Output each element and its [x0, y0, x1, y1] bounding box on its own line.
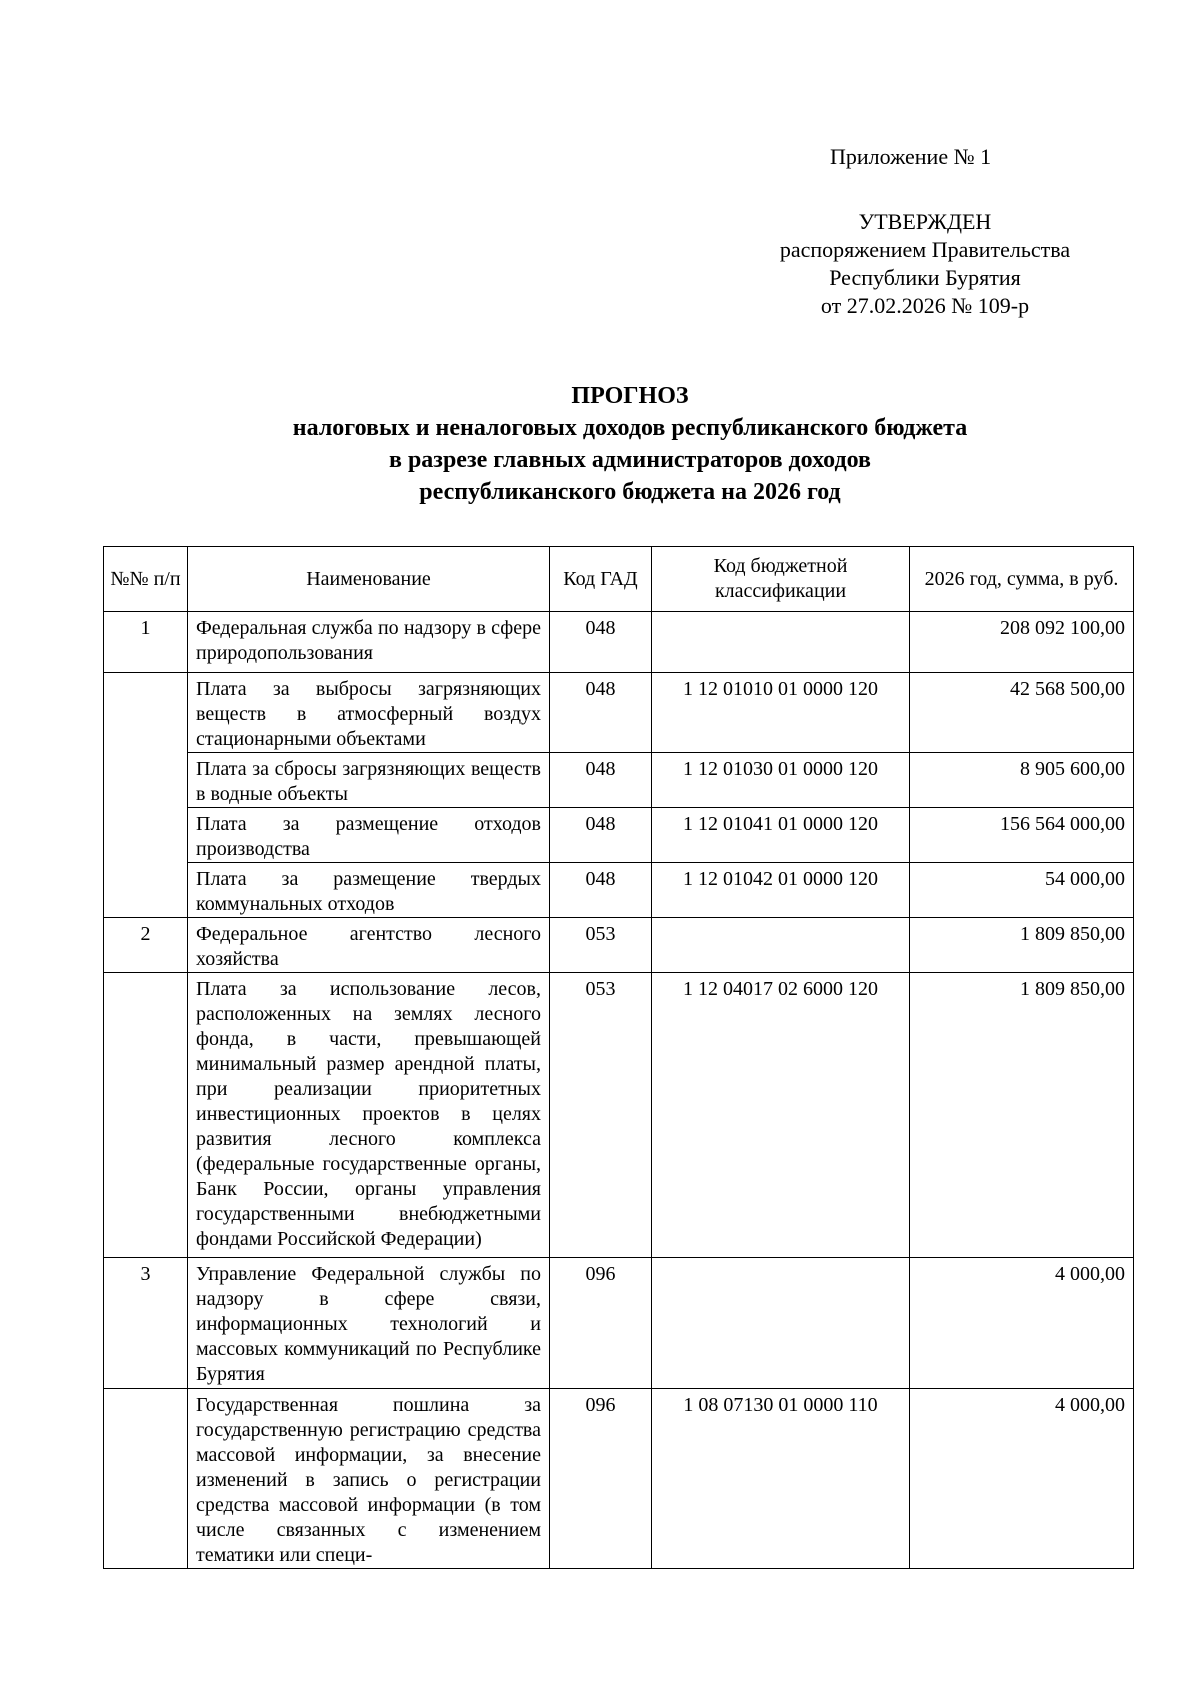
row-name: Плата за размещение отходов производства	[188, 808, 550, 863]
header-kbk: Код бюджетной классификации	[652, 547, 910, 612]
title-main: ПРОГНОЗ	[571, 383, 689, 409]
row-gad: 053	[550, 918, 652, 973]
row-kbk: 1 12 01030 01 0000 120	[652, 753, 910, 808]
row-kbk	[652, 612, 910, 673]
row-name: Плата за использование лесов, расположенных на землях лесного фонда, в части, превышающей минимальный размер арендной платы, при реализации приоритетных инвестиционных проектов в целях развития лесного комплекса (федеральные государственные органы, Банк России, органы управления государственными внебюджетными фондами Российской Федерации)	[188, 973, 550, 1258]
title-line-2: в разрезе главных администраторов доходов	[389, 447, 871, 473]
row-gad: 048	[550, 863, 652, 918]
row-kbk: 1 12 01042 01 0000 120	[652, 863, 910, 918]
row-gad: 048	[550, 808, 652, 863]
table-row	[104, 673, 1134, 753]
row-kbk: 1 12 01010 01 0000 120	[652, 673, 910, 753]
row-gad: 048	[550, 673, 652, 753]
row-kbk: 1 12 01041 01 0000 120	[652, 808, 910, 863]
document-title	[100, 380, 1160, 508]
row-num	[104, 1389, 188, 1569]
row-name: Государственная пошлина за государственную регистрацию средства массовой информации, за внесение изменений в запись о регистрации средства массовой информации (в том числе связанных с изменением тематики или специ-	[188, 1389, 550, 1569]
row-kbk	[652, 918, 910, 973]
table-row	[104, 1258, 1134, 1389]
row-sum: 1 809 850,00	[910, 918, 1134, 973]
row-name: Плата за размещение твердых коммунальных отходов	[188, 863, 550, 918]
title-line-3: республиканского бюджета на 2026 год	[419, 479, 841, 505]
approval-line-3: от 27.02.2026 № 109-р	[820, 293, 1030, 318]
title-line-1: налоговых и неналоговых доходов республиканского бюджета	[292, 415, 968, 441]
header-num: №№ п/п	[104, 547, 188, 612]
row-name: Федеральное агентство лесного хозяйства	[188, 918, 550, 973]
row-sum: 1 809 850,00	[910, 973, 1134, 1258]
approval-line-2: Республики Бурятия	[829, 265, 1021, 290]
row-sum: 208 092 100,00	[910, 612, 1134, 673]
row-sum: 42 568 500,00	[910, 673, 1134, 753]
row-name: Управление Федеральной службы по надзору в сфере связи, информационных технологий и массовых коммуникаций по Республике Бурятия	[188, 1258, 550, 1389]
row-kbk: 1 08 07130 01 0000 110	[652, 1389, 910, 1569]
table-row	[104, 1389, 1134, 1569]
row-name: Федеральная служба по надзору в сфере природопользования	[188, 612, 550, 673]
row-gad: 096	[550, 1389, 652, 1569]
header-gad: Код ГАД	[550, 547, 652, 612]
row-gad: 048	[550, 753, 652, 808]
approval-line-1: распоряжением Правительства	[779, 237, 1071, 262]
row-kbk	[652, 1258, 910, 1389]
table-row	[104, 612, 1134, 673]
approval-block	[730, 208, 1120, 320]
table-row	[104, 918, 1134, 973]
header-sum: 2026 год, сумма, в руб.	[910, 547, 1134, 612]
row-name: Плата за сбросы загрязняющих веществ в водные объекты	[188, 753, 550, 808]
approval-status: УТВЕРЖДЕН	[858, 209, 992, 234]
row-sum: 54 000,00	[910, 863, 1134, 918]
row-num: 1	[104, 612, 188, 673]
row-num: 2	[104, 918, 188, 973]
row-num	[104, 673, 188, 918]
forecast-table	[103, 546, 1134, 1569]
table-row	[104, 863, 1134, 918]
row-sum: 8 905 600,00	[910, 753, 1134, 808]
row-gad: 048	[550, 612, 652, 673]
row-num	[104, 973, 188, 1258]
row-sum: 4 000,00	[910, 1389, 1134, 1569]
row-num: 3	[104, 1258, 188, 1389]
table-row	[104, 753, 1134, 808]
table-row	[104, 973, 1134, 1258]
table-header-row	[104, 547, 1134, 612]
header-name: Наименование	[188, 547, 550, 612]
row-kbk: 1 12 04017 02 6000 120	[652, 973, 910, 1258]
row-name: Плата за выбросы загрязняющих веществ в атмосферный воздух стационарными объектами	[188, 673, 550, 753]
row-gad: 096	[550, 1258, 652, 1389]
row-sum: 4 000,00	[910, 1258, 1134, 1389]
row-gad: 053	[550, 973, 652, 1258]
row-sum: 156 564 000,00	[910, 808, 1134, 863]
appendix-label: Приложение № 1	[830, 144, 992, 169]
table-row	[104, 808, 1134, 863]
